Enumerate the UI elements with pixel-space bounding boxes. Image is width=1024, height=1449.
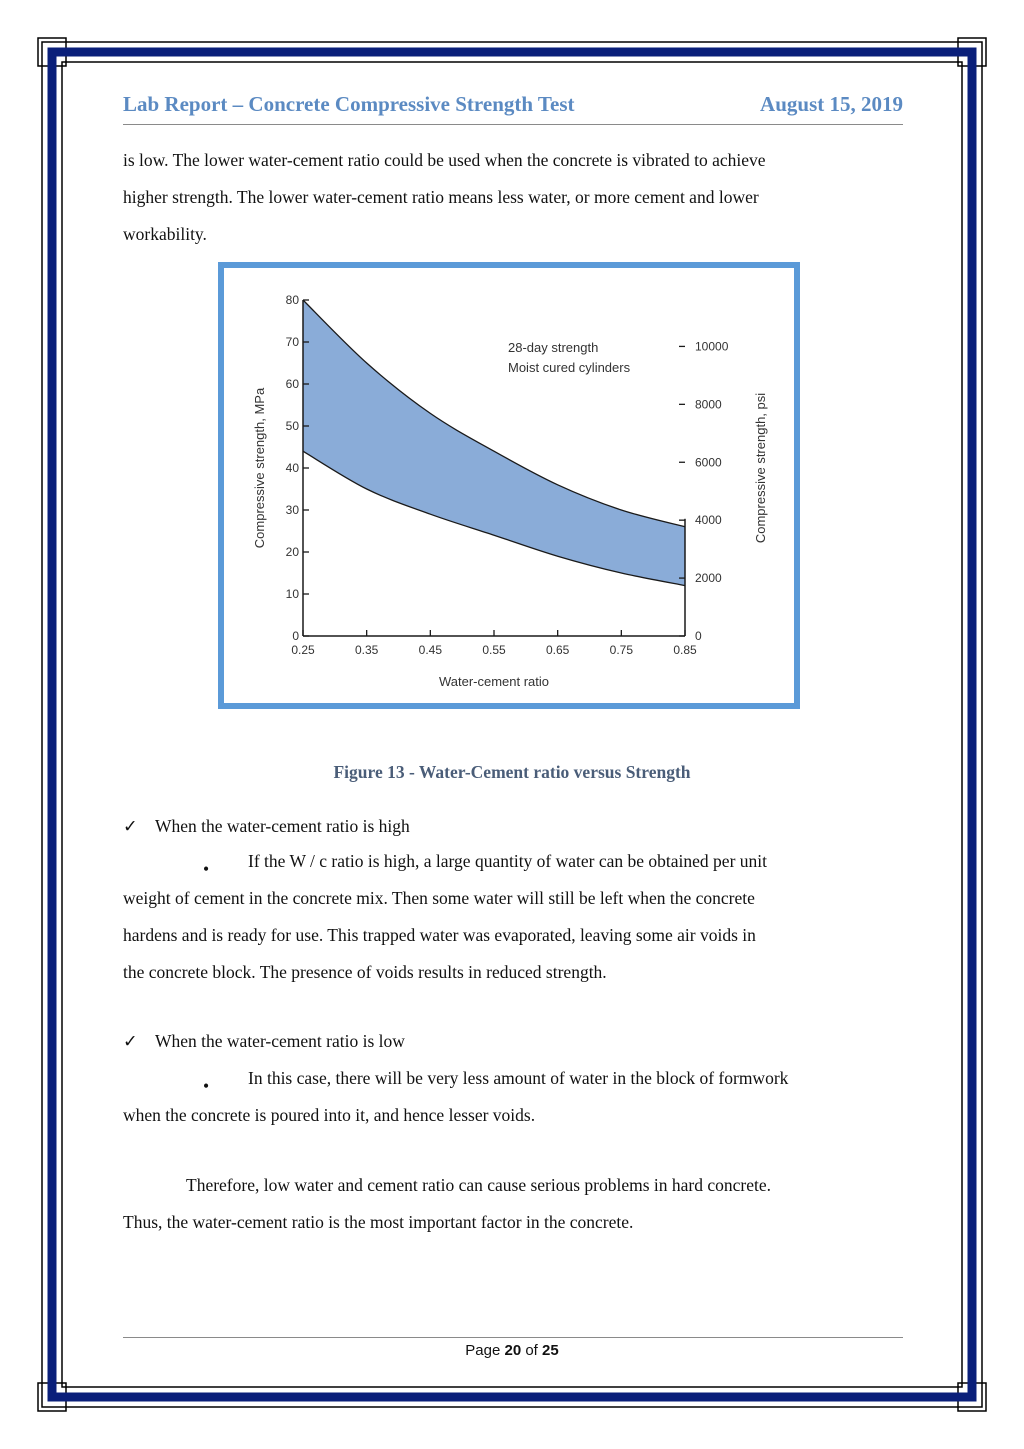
x-tick-label: 0.55: [482, 643, 506, 657]
footer-divider: [123, 1337, 903, 1338]
y2-axis-label: Compressive strength, psi: [753, 392, 768, 544]
low-case-heading: [123, 1029, 405, 1053]
checkmark-icon: ✓: [123, 816, 138, 836]
footer-total-pages: 25: [542, 1342, 559, 1359]
low-case-bullet-line-1: In this case, there will be very less amount of water in the block of formwork: [248, 1068, 789, 1088]
y-tick-label: 40: [285, 461, 299, 475]
conclusion-paragraph: [123, 1167, 908, 1241]
high-case-bullet-line-2: weight of cement in the concrete mix. Then some water will still be left when the concrete: [123, 888, 755, 908]
high-case-bullet-line-1: If the W / c ratio is high, a large quantity of water can be obtained per unit: [248, 851, 768, 871]
bullet-icon: •: [203, 1076, 210, 1096]
y2-tick-label: 10000: [695, 339, 729, 354]
x-tick-label: 0.65: [545, 643, 570, 657]
y2-tick-label: 2000: [695, 571, 722, 586]
strength-chart: [218, 262, 800, 709]
low-case-heading-text: When the water-cement ratio is low: [155, 1031, 405, 1051]
x-axis-label: Water-cement ratio: [438, 674, 550, 689]
annotation-line-2: Moist cured cylinders: [508, 360, 631, 375]
x-tick-label: 0.45: [418, 643, 443, 657]
page-footer: [0, 1342, 1024, 1359]
x-tick-label: 0.35: [354, 643, 379, 657]
y-tick-label: 80: [285, 293, 299, 307]
footer-prefix: Page: [465, 1342, 501, 1359]
y-axis-label: Compressive strength, MPa: [252, 387, 267, 549]
checkmark-icon: ✓: [123, 1031, 138, 1051]
bullet-icon: •: [203, 859, 210, 879]
conclusion-line-2: Thus, the water-cement ratio is the most important factor in the concrete.: [123, 1212, 634, 1232]
y-tick-label: 10: [285, 587, 299, 601]
conclusion-line-1: Therefore, low water and cement ratio can cause serious problems in hard concrete.: [186, 1175, 772, 1195]
high-case-heading-text: When the water-cement ratio is high: [155, 816, 410, 836]
y2-tick-label: 6000: [695, 455, 722, 470]
low-case-bullet-line-2: when the concrete is poured into it, and hence lesser voids.: [123, 1105, 536, 1125]
figure-caption: Figure 13 - Water-Cement ratio versus Strength: [333, 762, 691, 782]
footer-of: of: [525, 1342, 538, 1359]
footer-page-number: 20: [504, 1342, 522, 1359]
y-tick-label: 50: [285, 419, 299, 433]
low-case-bullet: [123, 1060, 908, 1134]
y2-tick-label: 0: [695, 629, 702, 643]
high-case-bullet-first: [123, 851, 768, 879]
y-tick-label: 20: [285, 545, 299, 559]
x-tick-label: 0.75: [609, 643, 634, 657]
report-title: Lab Report – Concrete Compressive Strength Test: [123, 92, 575, 116]
y2-tick-label: 8000: [695, 397, 722, 412]
y-tick-label: 0: [292, 629, 299, 643]
y-tick-label: 30: [285, 503, 299, 517]
report-date: August 15, 2019: [760, 92, 903, 116]
intro-line-1: is low. The lower water-cement ratio could be used when the concrete is vibrated to achieve: [123, 150, 766, 170]
intro-line-3: workability.: [123, 224, 207, 244]
header-divider: [123, 124, 903, 125]
intro-line-2: higher strength. The lower water-cement ratio means less water, or more cement and lower: [123, 187, 759, 207]
x-tick-label: 0.25: [291, 643, 315, 657]
high-case-bullet: [123, 843, 908, 991]
high-case-bullet-line-3: hardens and is ready for use. This trapped water was evaporated, leaving some air voids in: [123, 925, 756, 945]
page-header: [123, 92, 903, 126]
high-case-heading: [123, 814, 410, 838]
x-tick-label: 0.85: [673, 643, 697, 657]
y-tick-label: 60: [285, 377, 299, 391]
y2-tick-label: 4000: [695, 513, 722, 528]
annotation-line-1: 28-day strength: [508, 340, 599, 355]
low-case-bullet-first: [123, 1068, 789, 1096]
y-tick-label: 70: [285, 335, 299, 349]
high-case-bullet-line-4: the concrete block. The presence of voids results in reduced strength.: [123, 962, 607, 982]
figure-13: [218, 262, 800, 709]
intro-paragraph: [123, 142, 908, 253]
